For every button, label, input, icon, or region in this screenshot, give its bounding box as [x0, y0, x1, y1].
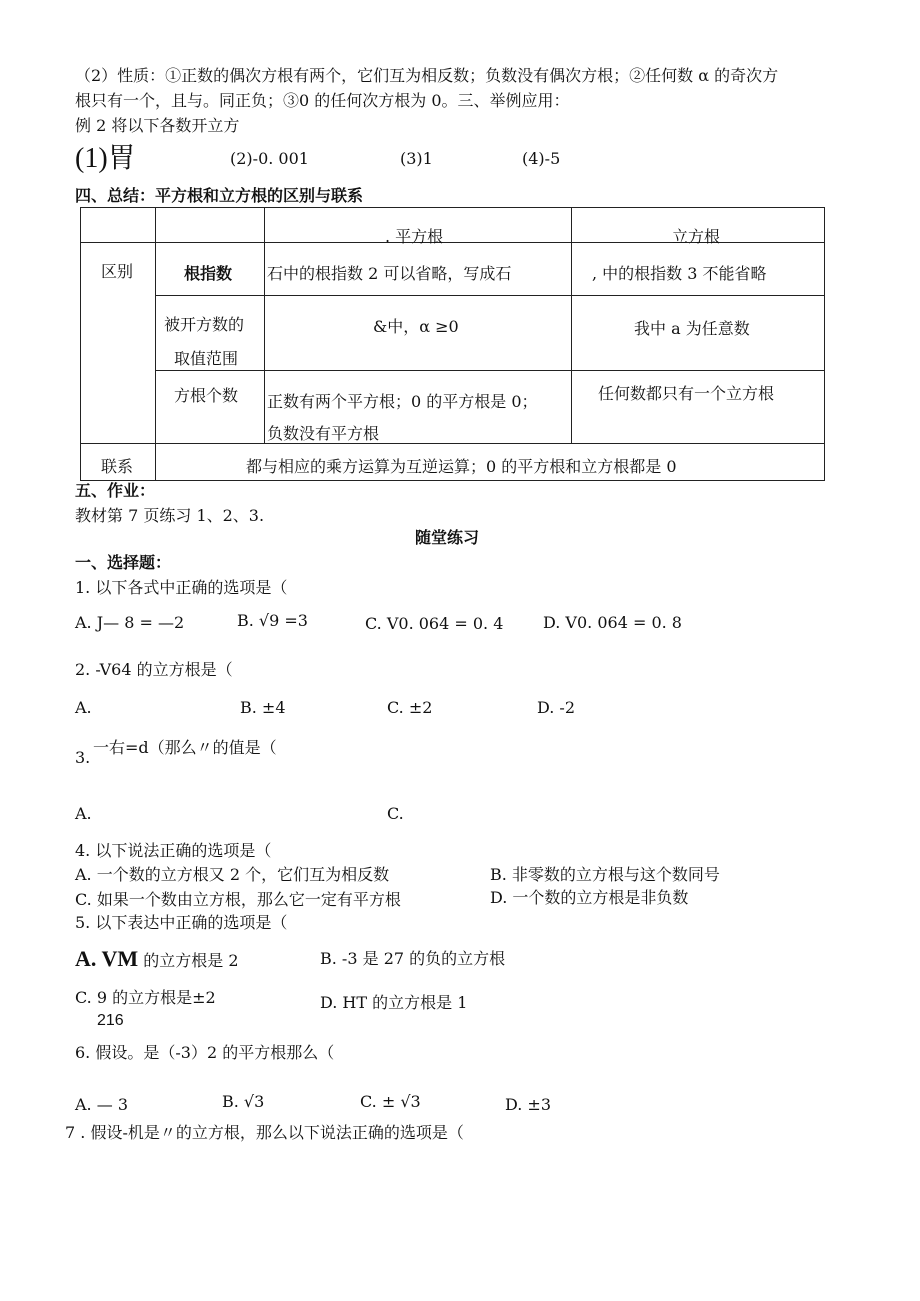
q3-option-c: C.	[387, 804, 404, 823]
header-square-root: . 平方根	[385, 227, 444, 246]
q6-option-a: A. — 3	[75, 1095, 128, 1114]
example-title: 例 2 将以下各数开立方	[75, 116, 240, 135]
q2-option-b: B. ±4	[240, 698, 286, 717]
q2-option-c: C. ±2	[387, 698, 433, 717]
row-label-difference: 区别	[101, 262, 134, 281]
q1-option-d: D. V0. 064 = 0. 8	[543, 613, 682, 632]
q6-option-c: C. ± √3	[360, 1092, 421, 1111]
q2-option-a: A.	[75, 698, 92, 717]
link-text: 都与相应的乘方运算为互逆运算；0 的平方根和立方根都是 0	[246, 457, 677, 476]
property-line-1: （2）性质：①正数的偶次方根有两个，它们互为相反数；负数没有偶次方根；②任何数 α 的奇次方	[75, 66, 779, 85]
question-5: 5. 以下表达中正确的选项是（	[75, 913, 288, 932]
q5-option-b: B. -3 是 27 的负的立方根	[320, 949, 506, 968]
cube-root-count: 任何数都只有一个立方根	[598, 384, 775, 403]
q4-option-d: D. 一个数的立方根是非负数	[490, 888, 689, 907]
q1-option-a: A. J— 8 = —2	[75, 613, 185, 632]
row-label-link: 联系	[101, 457, 134, 476]
practice-section: 一、选择题：	[75, 553, 172, 572]
q5-option-d: D. HT 的立方根是 1	[320, 993, 468, 1012]
practice-title: 随堂练习	[415, 528, 480, 547]
homework-heading: 五、作业：	[75, 481, 156, 500]
cube-root-index: , 中的根指数 3 不能省略	[592, 264, 767, 283]
q1-option-c: C. V0. 064 = 0. 4	[365, 614, 504, 633]
q5-option-a-text: 的立方根是 2	[138, 951, 239, 970]
example-item-4: (4)-5	[522, 149, 561, 168]
question-1: 1. 以下各式中正确的选项是（	[75, 578, 288, 597]
question-4: 4. 以下说法正确的选项是（	[75, 841, 272, 860]
label-radicand-range-a: 被开方数的	[164, 315, 245, 334]
question-7: 7 . 假设-机是〃的立方根，那么以下说法正确的选项是（	[65, 1123, 464, 1142]
homework-text: 教材第 7 页练习 1、2、3.	[75, 506, 265, 525]
example-item-1: (1)胃	[75, 143, 136, 174]
header-cube-root: 立方根	[672, 227, 721, 246]
square-root-count-a: 正数有两个平方根；0 的平方根是 0；	[267, 392, 538, 411]
q5-option-a	[75, 948, 239, 970]
label-radicand-range-b: 取值范围	[174, 349, 239, 368]
summary-heading: 四、总结：平方根和立方根的区别与联系	[75, 186, 364, 205]
question-3: 一右=d（那么〃的值是（	[93, 738, 277, 757]
square-root-count-b: 负数没有平方根	[267, 424, 380, 443]
square-root-index: 石中的根指数 2 可以省略，写成石	[267, 264, 512, 283]
q5-option-c: C. 9 的立方根是±2	[75, 988, 216, 1007]
property-line-2: 根只有一个，且与。同正负；③0 的任何次方根为 0。三、举例应用：	[75, 91, 570, 110]
question-2: 2. -V64 的立方根是（	[75, 660, 233, 679]
q4-option-a: A. 一个数的立方根又 2 个，它们互为相反数	[75, 865, 390, 884]
q6-option-d: D. ±3	[505, 1095, 552, 1114]
q3-option-a: A.	[75, 804, 92, 823]
example-item-3: (3)1	[400, 149, 433, 168]
q5-option-c-sub: 216	[97, 1012, 124, 1029]
q4-option-b: B. 非零数的立方根与这个数同号	[490, 865, 720, 884]
label-root-count: 方根个数	[174, 386, 239, 405]
cube-radicand-range: 我中 a 为任意数	[634, 319, 750, 338]
comparison-table	[80, 207, 825, 481]
question-6: 6. 假设。是（-3）2 的平方根那么（	[75, 1043, 335, 1062]
q6-option-b: B. √3	[222, 1092, 265, 1111]
q4-option-c: C. 如果一个数由立方根，那么它一定有平方根	[75, 890, 401, 909]
q1-option-b: B. √9 =3	[237, 611, 308, 630]
square-radicand-range: &中，α ≥0	[373, 317, 459, 336]
label-root-index: 根指数	[184, 264, 233, 283]
q5-option-a-expr: A. VM	[75, 946, 139, 971]
example-item-2: (2)-0. 001	[230, 149, 309, 168]
question-3-number: 3.	[75, 748, 91, 767]
q2-option-d: D. -2	[537, 698, 576, 717]
